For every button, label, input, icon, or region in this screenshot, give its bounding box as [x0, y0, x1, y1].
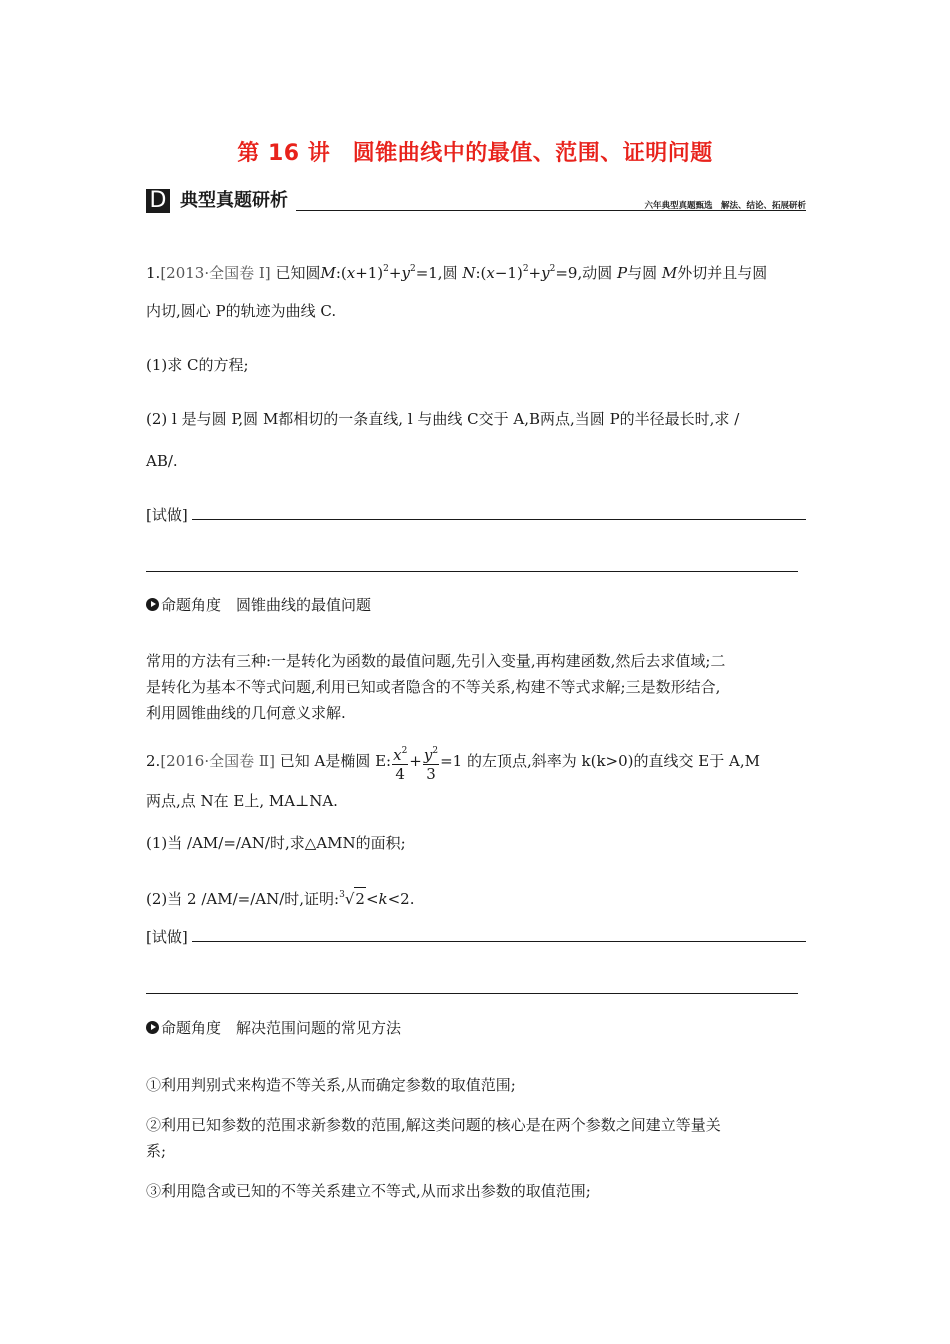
fraction-y2-over-3: $\frac{y^2}{3}$: [423, 745, 439, 783]
q1-part2: (2) l 是与圆 P,圆 M都相切的一条直线, l 与曲线 C交于 A,B两点,当圆 P的半径最长时,求 /: [146, 410, 740, 428]
play-circle-icon: [146, 598, 159, 611]
fraction-x2-over-4: $\frac{x^2}{4}$: [393, 745, 408, 783]
q2-number: 2.: [146, 752, 161, 770]
angle1-text-1: 常用的方法有三种:一是转化为函数的最值问题,先引入变量,再构建函数,然后去求值域;二: [146, 652, 726, 670]
banner-subtitle: 六年典型真题甄选 解法、结论、拓展研析: [644, 201, 806, 211]
angle2-item-3: ③利用隐含或已知的不等关系建立不等式,从而求出参数的取值范围;: [146, 1182, 591, 1200]
angle1-label: 命题角度 圆锥曲线的最值问题: [161, 596, 372, 614]
angle2-item-1: ①利用判别式来构造不等关系,从而确定参数的取值范围;: [146, 1076, 516, 1094]
q1-stem-a: 已知圆: [275, 264, 321, 282]
page-title: 第 16 讲 圆锥曲线中的最值、范围、证明问题: [237, 141, 713, 166]
q1-number: 1.: [146, 264, 161, 282]
q1-part2b: AB/.: [146, 452, 178, 470]
q1-source: [2013·全国卷 Ⅰ]: [160, 264, 271, 282]
banner-title: 典型真题研析: [180, 190, 288, 211]
q1-try-label: [试做]: [146, 506, 188, 524]
q2-answer-line-1[interactable]: [192, 941, 806, 942]
angle1-text-3: 利用圆锥曲线的几何意义求解.: [146, 704, 346, 722]
q2-part1: (1)当 /AM/=/AN/时,求△AMN的面积;: [146, 834, 406, 852]
angle2-label: 命题角度 解决范围问题的常见方法: [161, 1019, 402, 1037]
angle2-item-2-cont: 系;: [146, 1142, 167, 1160]
q1-stem-b: 外切并且与圆: [677, 264, 768, 282]
q1-part1: (1)求 C的方程;: [146, 356, 249, 374]
q2-part2-text: (2)当 2 /AM/=/AN/时,证明:: [146, 890, 340, 908]
q1-stem-line2: 内切,圆心 P的轨迹为曲线 C.: [146, 302, 337, 320]
q2-part2: (2)当 2 /AM/=/AN/时,证明:$^3$√2<k<2.: [146, 884, 415, 910]
angle1-heading: [146, 594, 371, 615]
q2-stem-a: 已知 A是椭圆 E:: [279, 752, 392, 770]
q1-answer-line-2[interactable]: [146, 571, 798, 572]
q1-answer-line-1[interactable]: [192, 519, 806, 520]
q1-stem-line1: 1.[2013·全国卷 Ⅰ] 已知圆$M:(x+1)^2+y^2=1$,圆 $N:(x-1)^2+y^2=9$,动圆 P与圆 M外切并且与圆: [146, 264, 768, 282]
play-circle-icon: [146, 1021, 159, 1034]
q2-stem-line2: 两点,点 N在 E上, MA⊥NA.: [146, 792, 338, 810]
angle1-text-2: 是转化为基本不等式问题,利用已知或者隐含的不等关系,构建不等式求解;三是数形结合,: [146, 678, 721, 696]
q2-source: [2016·全国卷 Ⅱ]: [160, 752, 275, 770]
q2-try-label: [试做]: [146, 928, 188, 946]
section-banner: [146, 186, 806, 214]
q2-answer-line-2[interactable]: [146, 993, 798, 994]
q2-stem-line1: 2.[2016·全国卷 Ⅱ] 已知 A是椭圆 E: $\frac{x^2}{4}$ + $\frac{y^2}{3}$ =1 的左顶点,斜率为 k(k>0)的直线交 E于 A,M: [146, 740, 760, 783]
d-logo-icon: D: [146, 189, 170, 213]
q2-stem-b: 的左顶点,斜率为 k(k>0)的直线交 E于 A,M: [466, 752, 760, 770]
angle2-heading: [146, 1017, 401, 1038]
angle2-item-2: ②利用已知参数的范围求新参数的范围,解这类问题的核心是在两个参数之间建立等量关: [146, 1116, 721, 1134]
